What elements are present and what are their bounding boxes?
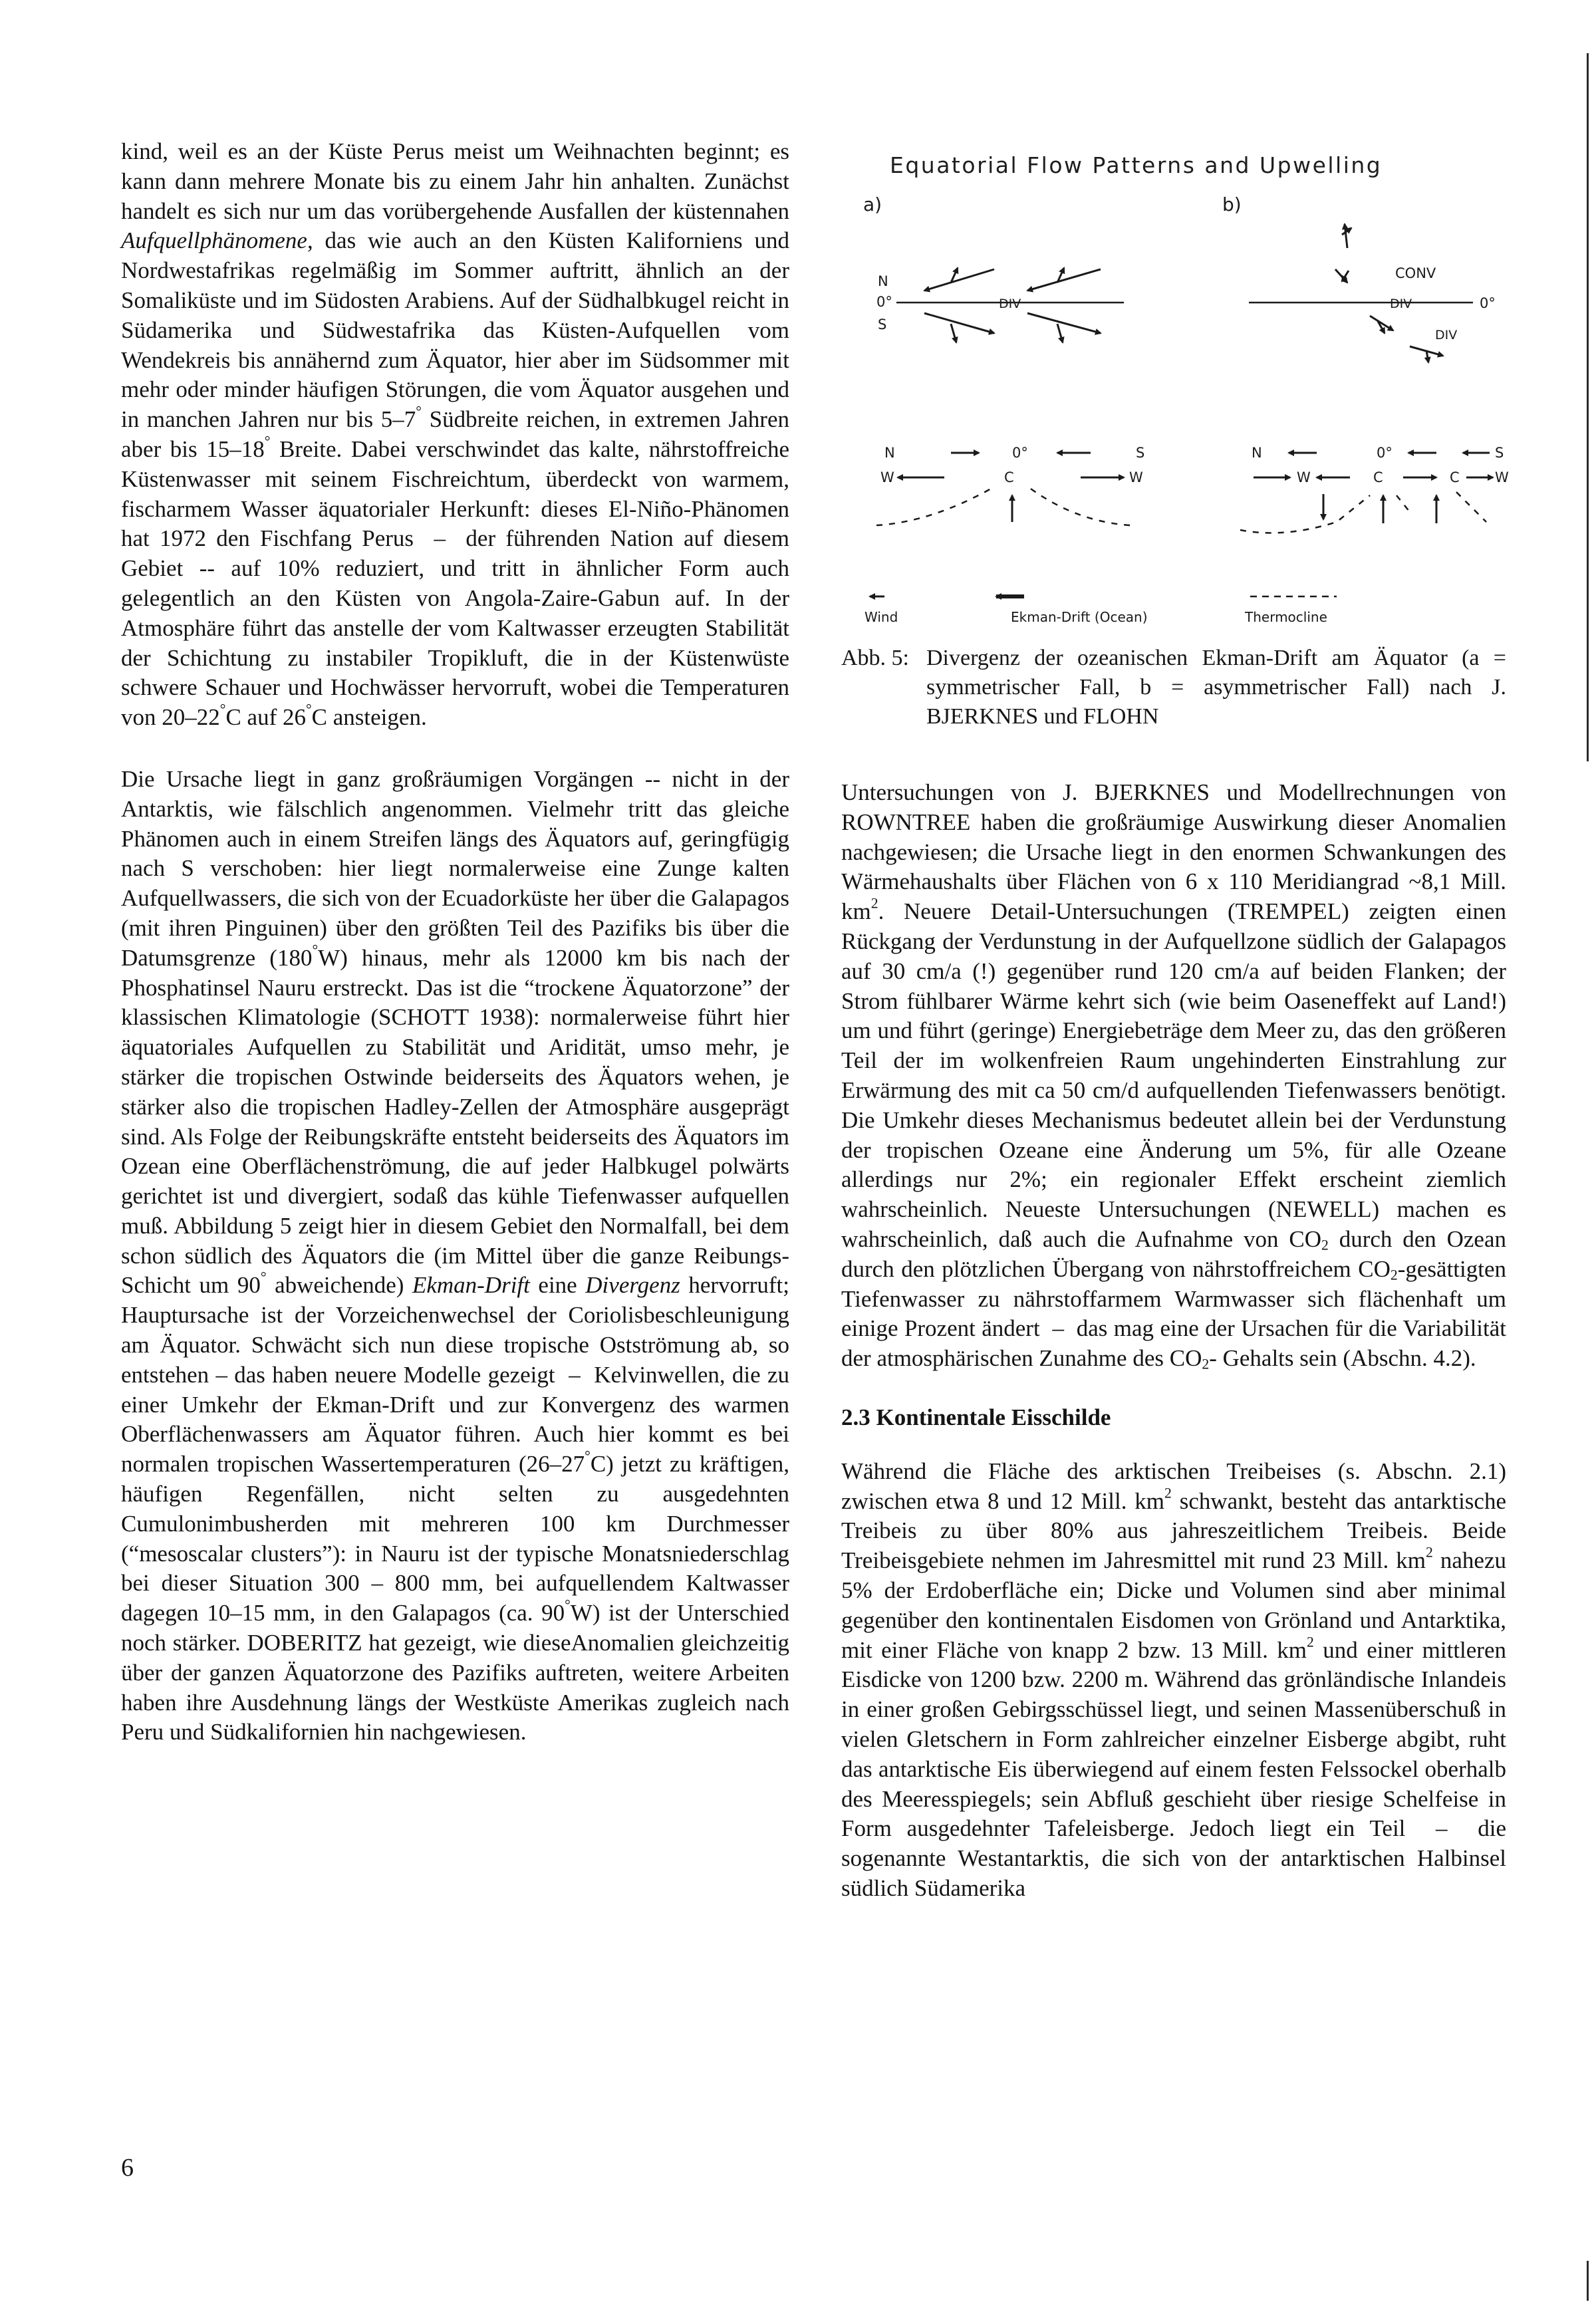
cs-b-s: S [1495, 445, 1504, 461]
margin-rule-bottom [1587, 2261, 1589, 2301]
panel-b-label: b) [1222, 193, 1242, 215]
page-number: 6 [121, 2154, 134, 2182]
label-div: DIV [999, 297, 1021, 311]
label-s: S [878, 317, 887, 332]
cs-a-w2: W [1129, 469, 1143, 485]
cross-section-b [1252, 445, 1509, 485]
label-n: N [878, 273, 888, 289]
label-div-b: DIV [1390, 297, 1412, 311]
cs-a-s: S [1136, 445, 1145, 461]
cs-b-c1: C [1373, 469, 1383, 485]
caption-label: Abb. 5: [841, 646, 909, 670]
cs-b-w2: W [1495, 469, 1509, 485]
legend-ekman: Ekman-Drift (Ocean) [1011, 609, 1148, 625]
cs-b-zero: 0° [1377, 445, 1393, 461]
figure-caption [841, 644, 1506, 731]
label-zero-b: 0° [1480, 295, 1496, 311]
label-zero: 0° [876, 294, 892, 310]
figure-diagram [858, 150, 1516, 642]
cross-section-a [880, 445, 1144, 485]
cs-b-w1: W [1297, 469, 1311, 485]
vectors-b [1335, 224, 1443, 362]
cs-a-n: N [884, 445, 895, 461]
caption-text: Divergenz der ozeanischen Ekman-Drift am Äquator (a = symmetrischer Fall, b = asymmetrischer Fall) nach J. BJERKNES und FLOHN [926, 646, 1506, 729]
cs-b-arrows [1240, 453, 1493, 533]
paragraph: kind, weil es an der Küste Perus meist um Weihnachten beginnt; es kann dann mehrere Monate bis zu einem Jahr hin anhalten. Zunächst handelt es sich nur um das vorübergehende Ausfallen der küstennahen Aufquellphänomene, das wie auch an den Küsten Kaliforniens und Nordwestafrikas regelmäßig im Sommer auftritt, ähnlich an der Somaliküste und im Südosten Arabiens. Auf der Südhalbkugel reicht in Südamerika und Südwestafrika das Küsten-Aufquellen vom Wendekreis bis annähernd zum Äquator, hier aber im Südsommer mit mehr oder minder häufigen Störungen, die vom Äquator ausgehen und in manchen Jahren nur bis 5–7° Südbreite reichen, in extremen Jahren aber bis 15–18° Breite. Dabei verschwindet das kalte, nährstoffreiche Küstenwasser mit seinem Fischreichtum, überdeckt von warmem, fischarmem Wasser äquatorialer Herkunft: dieses El-Niño-Phänomen hat 1972 den Fischfang Perus – der führenden Nation auf diesem Gebiet -- auf 10% reduziert, und tritt in ähnlicher Form auch gelegentlich an den Küsten von Angola-Zaire-Gabun auf. In der Atmosphäre führt das anstelle der vom Kaltwasser erzeugten Stabilität der Schichtung zu instabiler Tropikluft, die in der Küstenwüste schwere Schauer und Hochwässer hervorruft, wobei die Temperaturen von 20–22°C auf 26°C ansteigen. [121, 138, 790, 731]
cs-b-c2: C [1450, 469, 1460, 485]
legend-wind: Wind [864, 609, 898, 625]
panel-a-label: a) [863, 193, 882, 215]
cs-a-c: C [1004, 469, 1014, 485]
cs-a-w1: W [880, 469, 894, 485]
margin-rule [1587, 53, 1589, 761]
legend-thermocline: Thermocline [1245, 609, 1327, 625]
paragraph: Die Ursache liegt in ganz großräumigen Vorgängen -- nicht in der Antarktis, wie fälschlich angenommen. Vielmehr tritt das gleiche Phänomen auch in einem Streifen längs des Äquators auf, geringfügig nach S verschoben: hier liegt normalerweise eine Zunge kalten Aufquellwassers, die sich von der Ecuadorküste her über die Galapagos (mit ihren Pinguinen) über den größten Teil des Pazifiks bis über die Datumsgrenze (180°W) hinaus, mehr als 12000 km bis nach der Phosphatinsel Nauru erstreckt. Das ist die “trockene Äquatorzone” der klassischen Klimatologie (SCHOTT 1938): normalerweise führt hier äquatoriales Aufquellen zu Stabilität und Aridität, umso mehr, je stärker die tropischen Ostwinde beiderseits des Äquators wehen, je stärker also die tropischen Hadley-Zellen der Atmosphäre ausgeprägt sind. Als Folge der Reibungskräfte entsteht beiderseits des Äquators im Ozean eine Oberflächenströmung, die auf jeder Halbkugel polwärts gerichtet ist und divergiert, sodaß das kühle Tiefenwasser aufquellen muß. Abbildung 5 zeigt hier in diesem Gebiet den Normalfall, bei dem schon südlich des Äquators die (im Mittel über die ganze Reibungs-Schicht um 90° abweichende) Ekman-Drift eine Divergenz hervorruft; Hauptursache ist der Vorzeichenwechsel der Coriolisbeschleunigung am Äquator. Schwächt sich nun diese tropische Ostströmung ab, so entstehen – das haben neuere Modelle gezeigt – Kelvinwellen, die zu einer Umkehr der Ekman-Drift und zur Konvergenz des warmen Oberflächenwassers am Äquator führen. Auch hier kommt es bei normalen tropischen Wassertemperaturen (26–27°C) jetzt zu kräftigen, häufigen Regenfällen, nicht selten zu ausgedehnten Cumulonimbusherden mit mehreren 100 km Durchmesser (“mesoscalar clusters”): in Nauru ist der typische Monatsniederschlag bei dieser Situation 300 – 800 mm, bei aufquellendem Kaltwasser dagegen 10–15 mm, in den Galapagos (ca. 90°W) ist der Unterschied noch stärker. DOBERITZ hat gezeigt, wie dieseAnomalien gleichzeitig über der ganzen Äquatorzone des Pazifiks auftreten, weitere Arbeiten haben ihre Ausdehnung längs der Westküste Amerikas zugleich nach Peru und Südkalifornien hin nachgewiesen. [121, 765, 790, 1745]
label-div-b2: DIV [1435, 328, 1458, 342]
cs-a-arrows [876, 453, 1130, 525]
paragraph: Während die Fläche des arktischen Treibeises (s. Abschn. 2.1) zwischen etwa 8 und 12 Mill. $km^2$ schwankt, besteht das antarktische Treibeis zu über 80% aus jahreszeitlichem Treibeis. Beide Treibeisgebiete nehmen im Jahresmittel mit rund 23 Mill. $km^2$ nahezu 5% der Erdoberfläche ein; Dicke und Volumen sind aber minimal gegenüber den kontinentalen Eisdomen von Grönland und Antarktika, mit einer Fläche von knapp 2 bzw. 13 Mill. $km^2$ und einer mittleren Eisdicke von 1200 bzw. 2200 m. Während das grönländische Inlandeis in einer großen Gebirgsschüssel liegt, und seinen Massenüberschuß in vielen Gletschern in Form zahlreicher einzelner Eisberge abgibt, ruht das antarktische Eis überwiegend auf einem festen Felssockel oberhalb des Meeresspiegels; sein Abfluß geschieht über riesige Schelfeise in Form ausgedehnter Tafeleisberge. Jedoch liegt ein Teil – die sogenannte Westantarktis, die sich von der antarktischen Halbinsel südlich Südamerika [841, 1458, 1507, 1901]
cs-a-zero: 0° [1012, 445, 1028, 461]
left-column [121, 137, 789, 1747]
figure-equatorial-flow [858, 150, 1516, 642]
figure-title: Equatorial Flow Patterns and Upwelling [890, 152, 1383, 178]
paragraph: Untersuchungen von J. BJERKNES und Modellrechnungen von ROWNTREE haben die großräumige Auswirkung dieser Anomalien nachgewiesen; die Ursache liegt in den enormen Schwankungen des Wärmehaushalts über Flächen von 6 x 110 Meridiangrad ~8,1 Mill. $km^2$. Neuere Detail-Untersuchungen (TREMPEL) zeigten einen Rückgang der Verdunstung in der Aufquellzone südlich der Galapagos auf 30 cm/a (!) gegenüber rund 120 cm/a auf beiden Flanken; der Strom fühlbarer Wärme kehrt sich (wie beim Oaseneffekt auf Land!) um und führt (geringe) Energiebeträge dem Meer zu, das den größeren Teil der im wolkenfreien Raum ungehinderten Einstrahlung zur Erwärmung des mit ca 50 cm/d aufquellenden Tiefenwassers benötigt. Die Umkehr dieses Mechanismus bedeutet allein bei der Verdunstung der tropischen Ozeane eine Änderung um 5%, für alle Ozeane allerdings nur 2%; ein regionaler Effekt erscheint ziemlich wahrscheinlich. Neueste Untersuchungen (NEWELL) machen es wahrscheinlich, daß auch die Aufnahme von $CO_2$ durch den Ozean durch den plötzlichen Übergang von nährstoffreichem $CO_2$-gesättigten Tiefenwasser zu nährstoffarmem Warmwasser sich flächenhaft um einige Prozent ändert – das mag eine der Ursachen für die Variabilität der atmosphärischen Zunahme des $CO_2-$ Gehalts sein (Abschn. 4.2). [841, 779, 1507, 1372]
section-heading: 2.3 Kontinentale Eisschilde [841, 1404, 1111, 1430]
label-conv: CONV [1395, 265, 1436, 281]
right-column [841, 778, 1506, 1904]
cs-b-n: N [1252, 445, 1262, 461]
